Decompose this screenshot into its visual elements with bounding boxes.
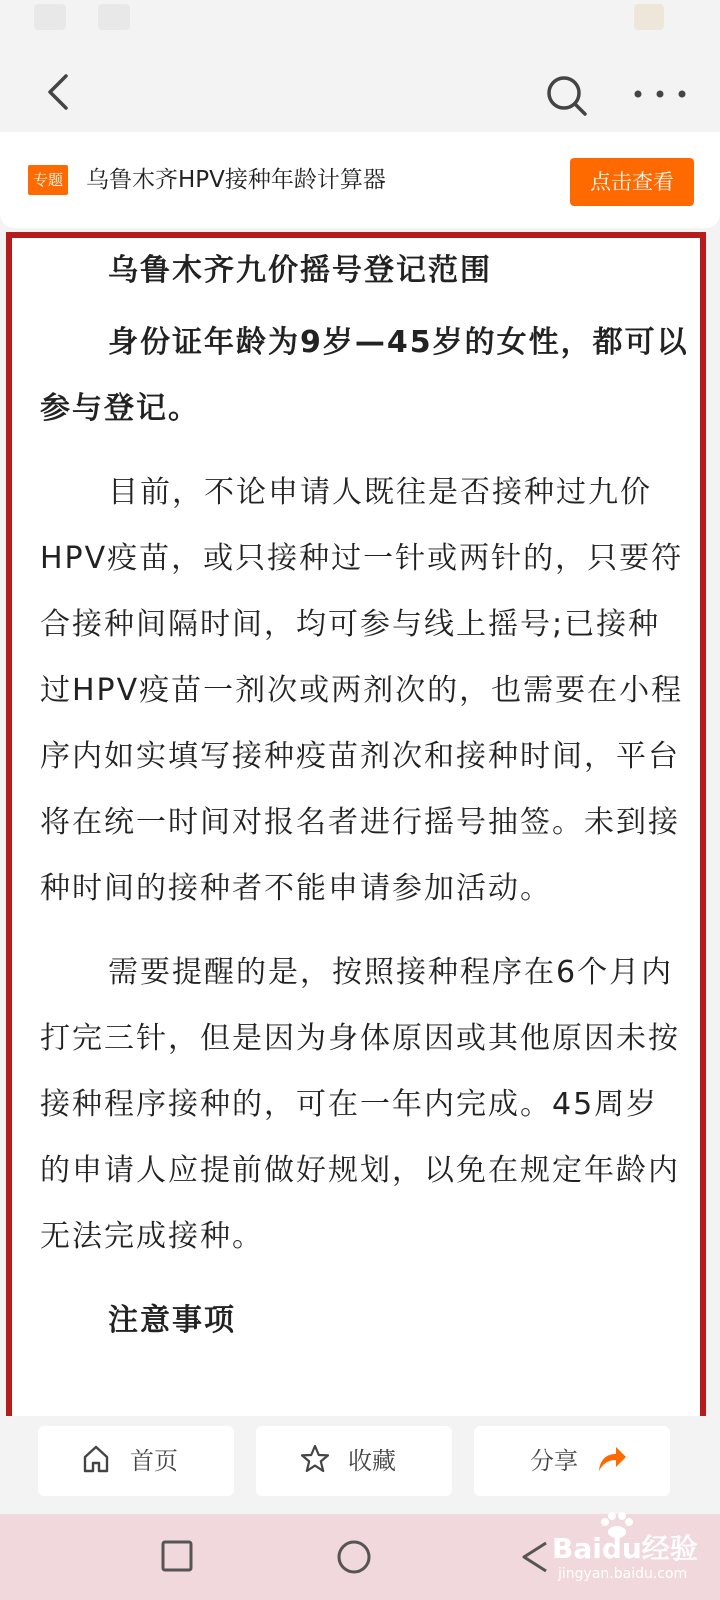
topic-title[interactable]: 乌鲁木齐HPV接种年龄计算器	[86, 167, 386, 193]
back-arrow-icon[interactable]	[40, 70, 80, 114]
view-button[interactable]: 点击查看	[570, 158, 694, 206]
share-button[interactable]	[474, 1426, 670, 1496]
article-heading: 乌鲁木齐九价摇号登记范围	[108, 253, 492, 288]
star-icon	[300, 1444, 330, 1474]
home-icon	[82, 1444, 110, 1474]
article-highlight-frame	[6, 232, 706, 1444]
nav-bar	[0, 50, 720, 132]
watermark-url: jingyan.baidu.com	[558, 1566, 688, 1582]
favorite-button[interactable]	[256, 1426, 452, 1496]
action-bar	[0, 1416, 720, 1504]
topic-tag: 专题	[28, 165, 68, 195]
home-circle-icon[interactable]	[336, 1539, 372, 1575]
article-body	[40, 238, 690, 1372]
article-paragraph: 目前，不论申请人既往是否接种过九价HPV疫苗，或只接种过一针或两针的，只要符合接种间隔时间，均可参与线上摇号;已接种过HPV疫苗一剂次或两剂次的，也需要在小程序内如实填写接种疫苗剂次和接种时间，平台将在统一时间对报名者进行摇号抽签。未到接种时间的接种者不能申请参加活动。	[40, 475, 684, 906]
status-blob	[34, 4, 66, 30]
back-triangle-icon[interactable]	[518, 1539, 552, 1575]
home-label: 首页	[130, 1447, 178, 1475]
article-paragraph: 需要提醒的是，按照接种程序在6个月内打完三针，但是因为身体原因或其他原因未按接种程序接种的，可在一年内完成。45周岁的申请人应提前做好规划，以免在规定年龄内无法完成接种。	[40, 955, 680, 1254]
baidu-watermark	[552, 1508, 702, 1588]
battery-icon	[634, 4, 664, 30]
share-arrow-icon	[596, 1444, 628, 1474]
watermark-brand: Baidu经验	[552, 1532, 698, 1565]
status-blob	[98, 4, 130, 30]
more-icon[interactable]	[632, 84, 688, 104]
article-subheading: 注意事项	[108, 1303, 236, 1338]
status-bar	[0, 0, 720, 50]
topic-card	[0, 132, 720, 228]
recent-apps-icon[interactable]	[160, 1539, 194, 1573]
favorite-label: 收藏	[348, 1447, 396, 1475]
share-label: 分享	[530, 1447, 578, 1475]
article-bold-paragraph: 身份证年龄为9岁—45岁的女性，都可以参与登记。	[40, 325, 689, 426]
search-icon[interactable]	[545, 74, 589, 118]
home-button[interactable]	[38, 1426, 234, 1496]
